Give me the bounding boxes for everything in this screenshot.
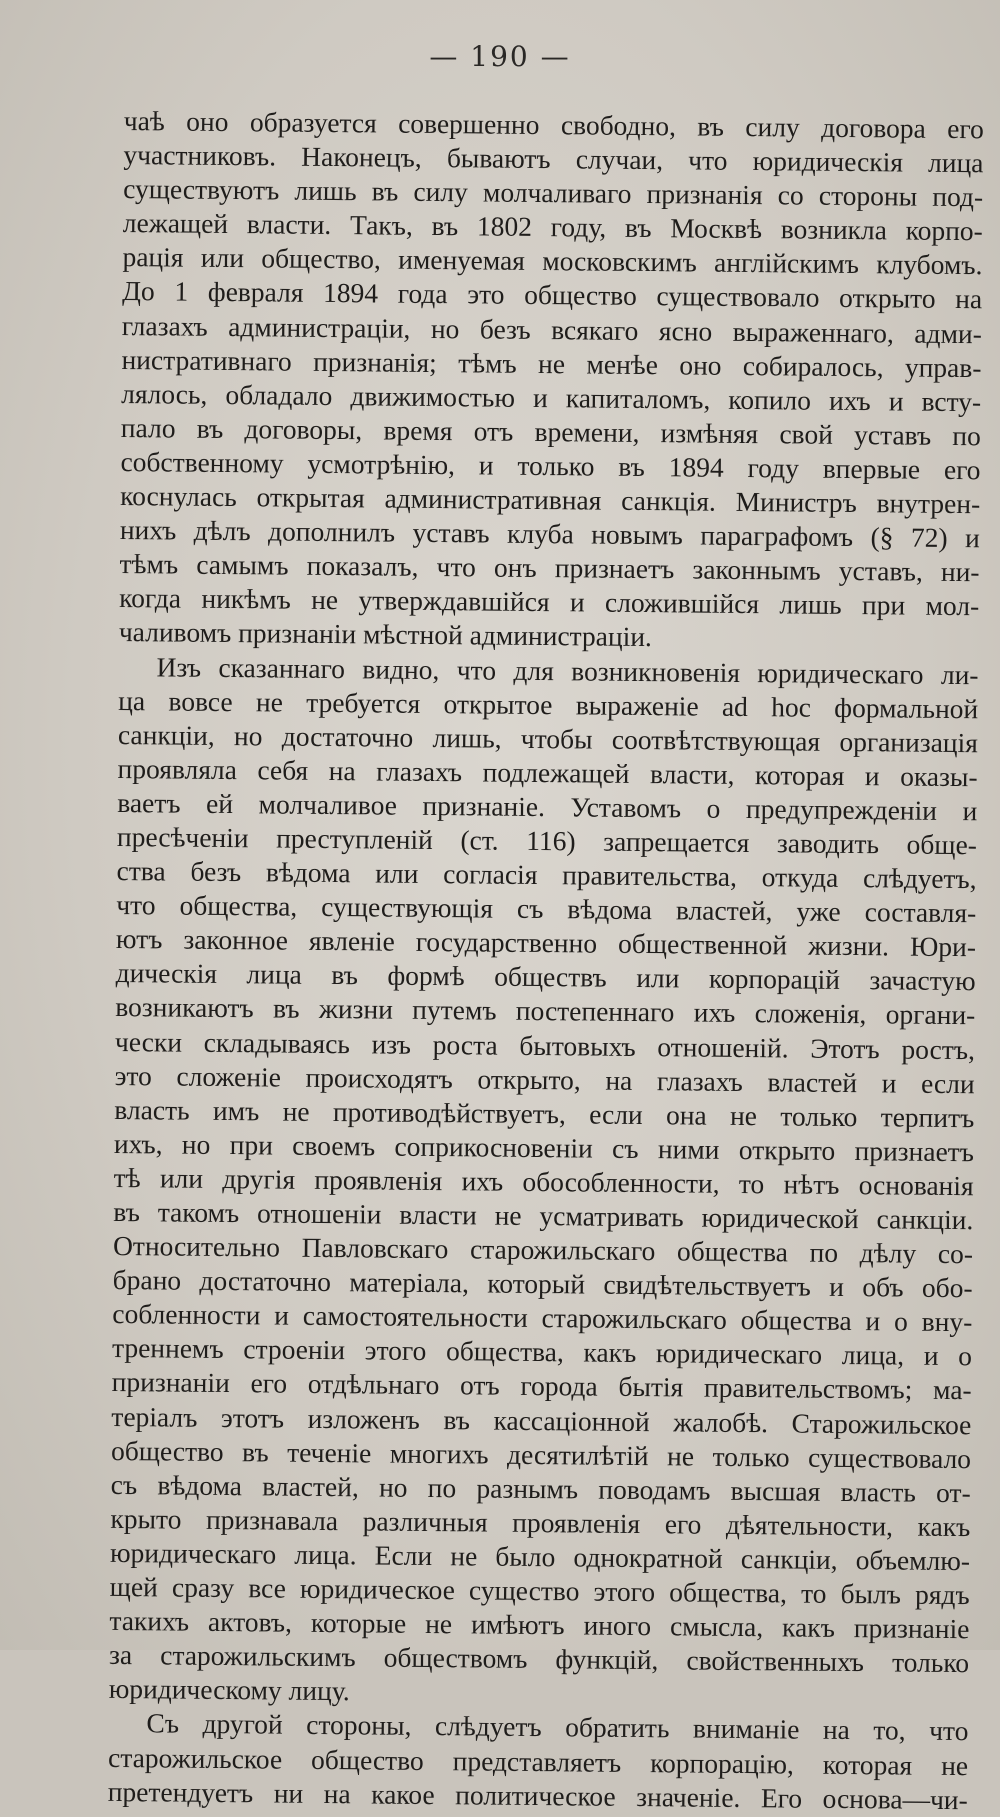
text-line: признаніи его отдѣльнаго отъ города бытія правительствомъ; ма- — [111, 1366, 972, 1406]
text-line: ютъ законное явленіе государственно общественной жизни. Юри- — [115, 923, 977, 963]
text-line: лялось, обладало движимостью и капиталомъ, копило ихъ и всту- — [121, 377, 982, 417]
text-line: это сложеніе происходятъ открыто, на глазахъ властей и если — [114, 1059, 975, 1099]
text-line: общество въ теченіе многихъ десятилѣтій не только существовало — [110, 1434, 972, 1474]
text-line: нихъ дѣлъ дополнилъ уставъ клуба новымъ параграфомъ (§ 72) и — [119, 514, 981, 554]
text-line: ваетъ ей молчаливое признаніе. Уставомъ о предупрежденіи и — [117, 786, 978, 827]
text-line: власть имъ не противодѣйствуетъ, если она не только терпитъ — [114, 1093, 975, 1133]
text-line: рація или общество, именуемая московскимъ англійскимъ клубомъ. — [122, 241, 983, 281]
text-line: коснулась открытая административная санкція. Министръ внутрен- — [120, 480, 981, 520]
text-line: ства безъ вѣдома или согласія правительства, откуда слѣдуетъ, — [116, 855, 977, 895]
text-line: чаѣ оно образуется совершенно свободно, въ силу договора его — [123, 104, 984, 145]
text-line: когда никѣмъ не утверждавшійся и сложившійся лишь при мол- — [119, 582, 980, 622]
text-line: ца вовсе не требуется открытое выраженіе ad hoc формальной — [118, 684, 979, 724]
text-line: санкціи, но достаточно лишь, чтобы соотвѣтствующая организація — [117, 718, 979, 758]
text-line: юридическаго лица. Если не было однократной санкціи, объемлю- — [109, 1536, 971, 1577]
text-line: лежащей власти. Такъ, въ 1802 году, въ Москвѣ возникла корпо- — [122, 207, 983, 247]
text-line: претендуетъ ни на какое политическое значеніе. Его основа—чи- — [107, 1775, 968, 1815]
text-line: старожильское общество представляетъ корпорацію, которая не — [107, 1741, 969, 1781]
text-line: крыто признавала различныя проявленія его дѣятельности, какъ — [110, 1502, 971, 1543]
text-line: нистративнаго признанія; тѣмъ не менѣе оно собиралось, управ- — [121, 343, 982, 383]
text-line: проявляла себя на глазахъ подлежащей власти, которая и оказы- — [117, 752, 978, 793]
text-line: тѣмъ самымъ показалъ, что онъ признаетъ законнымъ уставъ, ни- — [119, 548, 980, 588]
text-line: треннемъ строеніи этого общества, какъ юридическаго лица, и о — [111, 1332, 973, 1372]
text-line: что общества, существующія съ вѣдома властей, уже составля- — [116, 889, 977, 929]
text-line: дическія лица въ формѣ обществъ или корпорацій зачастую — [115, 957, 976, 997]
text-line: существуютъ лишь въ силу молчаливаго признанія со стороны под- — [123, 173, 984, 213]
text-line: теріалъ этотъ изложенъ въ кассаціонной жалобѣ. Старожильское — [111, 1400, 972, 1440]
text-line: за старожильскимъ обществомъ функцій, свойственныхъ только — [108, 1639, 970, 1679]
text-line: чески складываясь изъ роста бытовыхъ отношеній. Этотъ ростъ, — [114, 1025, 976, 1065]
text-line: брано достаточно матеріала, который свидѣтельствуетъ и объ обо- — [112, 1264, 973, 1304]
text-line: въ такомъ отношеніи власти не усматривать юридической санкціи. — [113, 1195, 974, 1236]
text-line: Съ другой стороны, слѣдуетъ обратить вниманіе на то, что — [146, 1707, 969, 1747]
text-line: собственному усмотрѣнію, и только въ 1894 году впервые его — [120, 445, 981, 486]
text-line: возникаютъ въ жизни путемъ постепеннаго ихъ сложенія, органи- — [115, 991, 976, 1031]
text-line: пало въ договоры, время отъ времени, измѣняя свой уставъ по — [120, 411, 982, 452]
text-line: юридическому лицу. — [108, 1673, 350, 1707]
text-line: ихъ, но при своемъ соприкосновеніи съ ними открыто признаетъ — [113, 1127, 975, 1168]
text-line: чаливомъ признаніи мѣстной администраціи. — [118, 616, 653, 653]
body-text — [108, 104, 984, 1817]
text-line: такихъ актовъ, которые не имѣютъ иного смысла, какъ признаніе — [109, 1605, 970, 1645]
text-line: щей сразу все юридическое существо этого общества, то былъ рядъ — [109, 1570, 970, 1611]
page-number: — 190 — — [429, 40, 571, 73]
text-line: Относительно Павловскаго старожильскаго общества по дѣлу со- — [112, 1230, 974, 1270]
text-line: До 1 февраля 1894 года это общество существовало открыто на — [122, 275, 983, 315]
text-line: пресѣченіи преступленій (ст. 116) запрещается заводить обще- — [116, 820, 978, 861]
text-line: глазахъ администраціи, но безъ всякаго ясно выраженнаго, адми- — [121, 309, 982, 349]
text-line: собленности и самостоятельности старожильскаго общества и о вну- — [112, 1298, 973, 1338]
text-line: Изъ сказаннаго видно, что для возникновенія юридическаго ли- — [156, 650, 979, 690]
text-line: участниковъ. Наконецъ, бываютъ случаи, что юридическія лица — [123, 139, 984, 179]
text-line: тѣ или другія проявленія ихъ обособленности, то нѣтъ основанія — [113, 1161, 974, 1202]
text-line: съ вѣдома властей, но по разнымъ поводамъ высшая власть от- — [110, 1468, 971, 1508]
